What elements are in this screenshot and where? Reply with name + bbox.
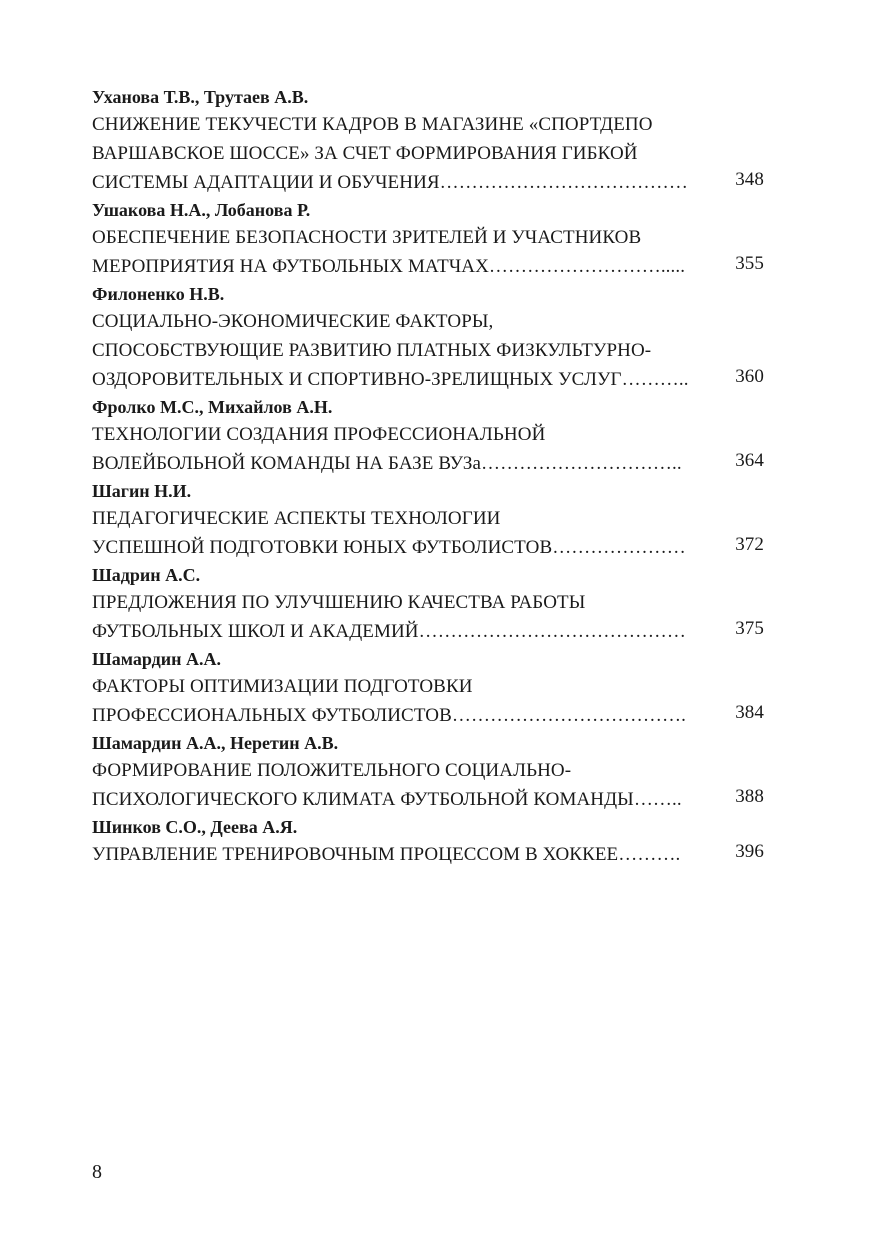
entry-title-last-line — [92, 840, 764, 869]
entry-title-leader: ОЗДОРОВИТЕЛЬНЫХ И СПОРТИВНО-ЗРЕЛИЩНЫХ УСЛУГ……….. — [92, 369, 689, 390]
entry-title-line: ОБЕСПЕЧЕНИЕ БЕЗОПАСНОСТИ ЗРИТЕЛЕЙ И УЧАСТНИКОВ — [92, 227, 642, 248]
entry-title-leader: ПСИХОЛОГИЧЕСКОГО КЛИМАТА ФУТБОЛЬНОЙ КОМАНДЫ…….. — [92, 789, 682, 810]
entry-author: Уханова Т.В., Трутаев А.В. — [92, 87, 309, 107]
entry-page-number: 384 — [735, 702, 764, 723]
entry-title-leader: УПРАВЛЕНИЕ ТРЕНИРОВОЧНЫМ ПРОЦЕССОМ В ХОККЕЕ………. — [92, 844, 681, 865]
entry-title-line: ПЕДАГОГИЧЕСКИЕ АСПЕКТЫ ТЕХНОЛОГИИ — [92, 508, 501, 529]
entry-page-number: 396 — [735, 841, 764, 862]
entry-title-last-line — [92, 701, 764, 730]
toc-entry — [92, 730, 764, 814]
entry-page-number: 360 — [735, 366, 764, 387]
toc-entry — [92, 562, 764, 646]
entry-title-line: ФОРМИРОВАНИЕ ПОЛОЖИТЕЛЬНОГО СОЦИАЛЬНО- — [92, 760, 572, 781]
entry-author: Шамардин А.А. — [92, 649, 222, 669]
entry-page-number: 364 — [735, 450, 764, 471]
entry-title-leader: УСПЕШНОЙ ПОДГОТОВКИ ЮНЫХ ФУТБОЛИСТОВ………………… — [92, 537, 686, 558]
entry-title-leader: ПРОФЕССИОНАЛЬНЫХ ФУТБОЛИСТОВ………………………………. — [92, 705, 686, 726]
entry-page-number: 372 — [735, 534, 764, 555]
entry-title-leader: ВОЛЕЙБОЛЬНОЙ КОМАНДЫ НА БАЗЕ ВУЗа………………………….. — [92, 453, 682, 474]
entry-title-line: ТЕХНОЛОГИИ СОЗДАНИЯ ПРОФЕССИОНАЛЬНОЙ — [92, 424, 546, 445]
entry-author: Ушакова Н.А., Лобанова Р. — [92, 200, 311, 220]
entry-title-last-line — [92, 252, 764, 281]
entry-title-line: СНИЖЕНИЕ ТЕКУЧЕСТИ КАДРОВ В МАГАЗИНЕ «СПОРТДЕПО — [92, 114, 653, 135]
toc-entry — [92, 281, 764, 394]
entry-title-leader: ФУТБОЛЬНЫХ ШКОЛ И АКАДЕМИЙ…………………………………… — [92, 621, 687, 642]
entry-page-number: 388 — [735, 786, 764, 807]
entry-author: Шинков С.О., Деева А.Я. — [92, 817, 298, 837]
toc-entry — [92, 478, 764, 562]
entry-title-last-line — [92, 365, 764, 394]
entry-author: Фролко М.С., Михайлов А.Н. — [92, 397, 333, 417]
entry-title-leader: МЕРОПРИЯТИЯ НА ФУТБОЛЬНЫХ МАТЧАХ………………………..... — [92, 256, 686, 277]
page-number: 8 — [92, 1161, 102, 1183]
toc-entry — [92, 197, 764, 281]
entry-title-last-line — [92, 449, 764, 478]
entry-page-number: 348 — [735, 169, 764, 190]
entry-title-last-line — [92, 617, 764, 646]
entry-title-leader: СИСТЕМЫ АДАПТАЦИИ И ОБУЧЕНИЯ………………………………… — [92, 172, 688, 193]
toc-entry — [92, 84, 764, 197]
entry-title-line: СПОСОБСТВУЮЩИЕ РАЗВИТИЮ ПЛАТНЫХ ФИЗКУЛЬТУРНО- — [92, 340, 652, 361]
entry-author: Шамардин А.А., Неретин А.В. — [92, 733, 339, 753]
entry-title-line: ФАКТОРЫ ОПТИМИЗАЦИИ ПОДГОТОВКИ — [92, 676, 473, 697]
toc-entry — [92, 814, 764, 869]
toc-entry — [92, 646, 764, 730]
entry-page-number: 375 — [735, 618, 764, 639]
entry-author: Филоненко Н.В. — [92, 284, 225, 304]
table-of-contents — [92, 84, 764, 869]
entry-title-line: ПРЕДЛОЖЕНИЯ ПО УЛУЧШЕНИЮ КАЧЕСТВА РАБОТЫ — [92, 592, 586, 613]
entry-page-number: 355 — [735, 253, 764, 274]
entry-title-last-line — [92, 168, 764, 197]
entry-author: Шадрин А.С. — [92, 565, 201, 585]
entry-title-line: СОЦИАЛЬНО-ЭКОНОМИЧЕСКИЕ ФАКТОРЫ, — [92, 311, 494, 332]
entry-author: Шагин Н.И. — [92, 481, 192, 501]
toc-entry — [92, 394, 764, 478]
entry-title-line: ВАРШАВСКОЕ ШОССЕ» ЗА СЧЕТ ФОРМИРОВАНИЯ ГИБКОЙ — [92, 143, 638, 164]
entry-title-last-line — [92, 533, 764, 562]
entry-title-last-line — [92, 785, 764, 814]
